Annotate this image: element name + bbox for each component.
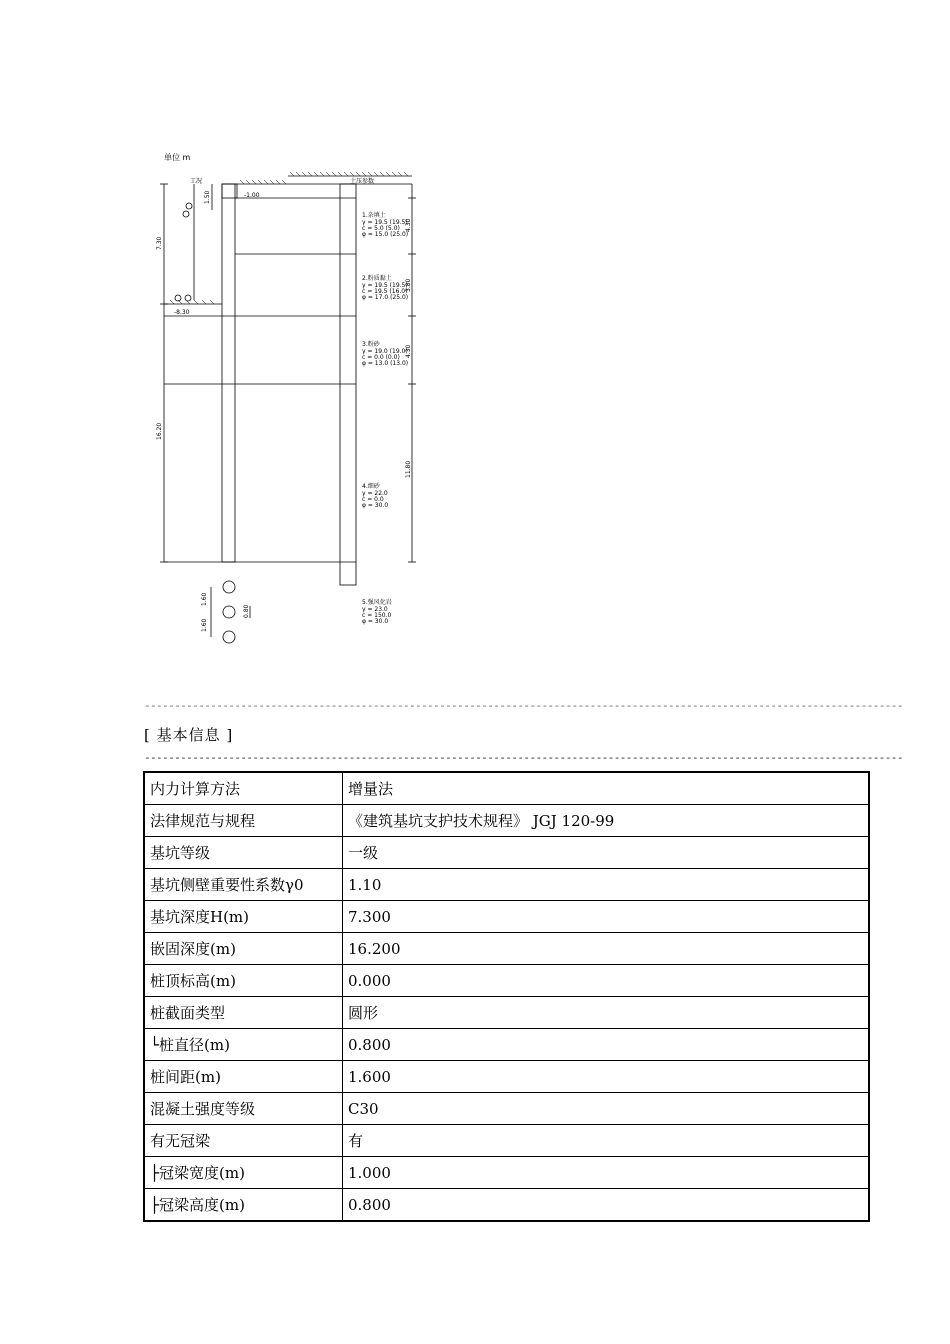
row-label: └桩直径(m): [144, 1029, 343, 1061]
crown-beam-dim: 1.50: [204, 190, 211, 204]
table-row: [144, 1029, 869, 1061]
table-row: [144, 965, 869, 997]
row-value: 1.600: [343, 1061, 870, 1093]
row-value: 1.10: [343, 869, 870, 901]
row-value: 0.800: [343, 1189, 870, 1222]
layer-gamma: γ = 19.5 (19.5): [362, 282, 408, 289]
row-value: 16.200: [343, 933, 870, 965]
layer-phi: φ = 13.0 (13.0): [362, 360, 409, 367]
pile-diameter-dim: 0.80: [243, 604, 250, 618]
layer-c: c = 0.0: [362, 496, 384, 503]
row-label: 基坑等级: [144, 837, 343, 869]
table-row: [144, 837, 869, 869]
row-value: 圆形: [343, 997, 870, 1029]
row-label: 基坑侧壁重要性系数γ0: [144, 869, 343, 901]
layer-phi: φ = 30.0: [362, 502, 389, 509]
condition-label: 工况: [190, 178, 203, 185]
depth-dim: 7.30: [156, 236, 163, 250]
unit-label: 单位 m: [164, 153, 191, 162]
row-value: 增量法: [343, 772, 870, 805]
row-label: 有无冠梁: [144, 1125, 343, 1157]
layer-c: c = 0.0 (0.0): [362, 354, 400, 361]
row-label: 基坑深度H(m): [144, 901, 343, 933]
pile-spacing-dim: 1.60: [201, 592, 208, 606]
embed-dim: 16.20: [156, 422, 163, 440]
layer-phi: φ = 15.0 (25.0): [362, 231, 409, 238]
table-row: [144, 772, 869, 805]
top-level-label: -1.00: [244, 192, 260, 199]
row-label: 混凝土强度等级: [144, 1093, 343, 1125]
layer-c: c = 150.0: [362, 612, 392, 619]
row-label: 内力计算方法: [144, 772, 343, 805]
row-value: 7.300: [343, 901, 870, 933]
row-value: 0.000: [343, 965, 870, 997]
table-row: [144, 997, 869, 1029]
layer-name: 1.杂填土: [362, 212, 386, 219]
row-label: 桩间距(m): [144, 1061, 343, 1093]
row-label: 桩截面类型: [144, 997, 343, 1029]
load-label: 土压参数: [350, 178, 375, 185]
layer-name: 3.粉砂: [362, 341, 380, 348]
row-value: 《建筑基坑支护技术规程》 JGJ 120-99: [343, 805, 870, 837]
row-label: ├冠梁高度(m): [144, 1189, 343, 1222]
table-row: [144, 1125, 869, 1157]
row-value: 0.800: [343, 1029, 870, 1061]
row-value: 有: [343, 1125, 870, 1157]
layer-c: c = 19.5 (16.0): [362, 288, 408, 295]
layer-name: 5.强风化岩: [362, 599, 392, 606]
layer-dim: 4.30: [405, 218, 412, 232]
table-row: [144, 1061, 869, 1093]
row-label: ├冠梁宽度(m): [144, 1157, 343, 1189]
table-row: [144, 901, 869, 933]
layer-dim: 11.80: [405, 460, 412, 478]
separator-line: ------------------------------------------------------------------------------------------------------------------------------: [144, 699, 903, 712]
row-label: 嵌固深度(m): [144, 933, 343, 965]
layer-c: c = 5.0 (5.0): [362, 225, 400, 232]
row-value: C30: [343, 1093, 870, 1125]
layer-gamma: γ = 19.5 (19.5): [362, 219, 408, 226]
layer-dim: 3.80: [405, 278, 412, 292]
table-row: [144, 805, 869, 837]
row-value: 1.000: [343, 1157, 870, 1189]
table-row: [144, 933, 869, 965]
layer-name: 2.粉质黏土: [362, 275, 392, 282]
layer-phi: φ = 30.0: [362, 618, 389, 625]
layer-gamma: γ = 22.0: [362, 490, 388, 497]
table-row: [144, 869, 869, 901]
row-label: 法律规范与规程: [144, 805, 343, 837]
row-value: 一级: [343, 837, 870, 869]
excavation-level-label: -8.30: [174, 309, 190, 316]
table-row: [144, 1093, 869, 1125]
table-row: [144, 1157, 869, 1189]
layer-gamma: γ = 23.0: [362, 606, 388, 613]
layer-phi: φ = 17.0 (25.0): [362, 294, 409, 301]
pile-spacing-dim: 1.60: [201, 618, 208, 632]
section-title: [ 基本信息 ]: [144, 726, 234, 744]
basic-info-table: [143, 771, 870, 1222]
row-label: 桩顶标高(m): [144, 965, 343, 997]
layer-name: 4.细砂: [362, 483, 380, 490]
layer-dim: 4.30: [405, 344, 412, 358]
separator-line: ------------------------------------------------------------------------------------------------------------------------------: [144, 751, 903, 764]
layer-gamma: γ = 19.0 (19.0): [362, 348, 408, 355]
table-row: [144, 1189, 869, 1222]
